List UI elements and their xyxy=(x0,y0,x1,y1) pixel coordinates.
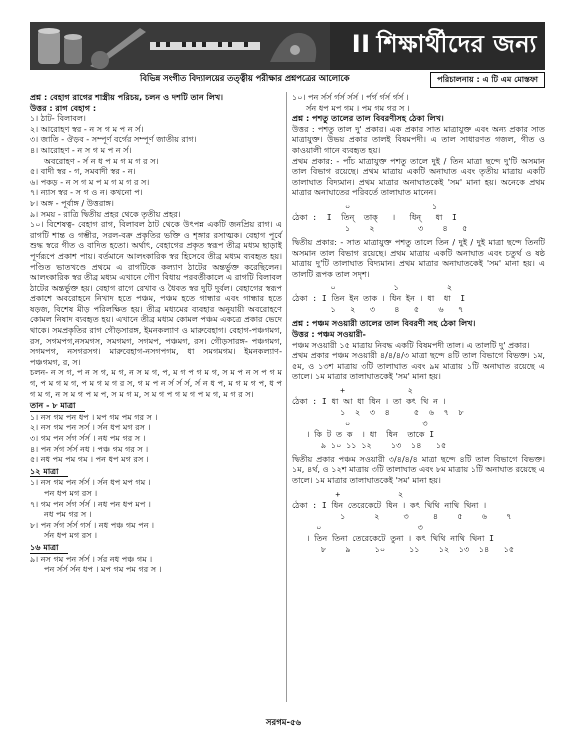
theka-marks: ০ ৩ xyxy=(292,522,423,532)
tan-line: ৫। নধ পম পম গম । পন ধপ মগ রস । xyxy=(30,454,149,465)
list-item: ১। ঠাট- বিলাবল। xyxy=(30,113,86,124)
theka-bols: । কি ট ত ক । ধা ধিন তাকে I xyxy=(292,429,435,439)
pashtu-first-type: প্রথম প্রকার: - পাঁচ মাত্রাযুক্ত পশতু তালে দুই / তিন মাত্রা ছন্দে দু'টি অসমান তাল বিভাগ রয়েছে। প্রথম মাত্রায় একটি অনাঘাত এবং তৃতীয় মাত্রায় একটি তালাঘাত বিদ্যমান। প্রথম মাত্রার অনাঘাতকেই 'সম' মানা হয়। অনেকে প্রথম মাত্রার অনাঘাতের পরিবর্তে তালাঘাত মানেন। xyxy=(292,155,545,198)
theka-pancham-2 xyxy=(292,489,545,555)
tan-12-heading: ১২ মাত্রা xyxy=(30,466,68,478)
tan-line: ৭। গম পন র্সগ র্সর্স । নধ পন ধপ মপ । xyxy=(30,498,151,509)
question-pashtu: প্রশ্ন : পশতু তালের তাল বিবরণীসহ ঠেকা লিখ। xyxy=(292,113,444,124)
theka-numbers: ১ ২ ৩ ৪ ৫ ৬ ৭ ৮ xyxy=(292,407,464,417)
pancham-sawari-intro: পঞ্চম সওয়ারী ১৫ মাত্রায় নিবদ্ধ একটি বিষমপদী তাল। এ তালটি দু' প্রকার। xyxy=(292,339,530,350)
behag-chalan-paragraph: চলন- ন স গ, প ন স গ, ম গ, ন স ম গ, প, ম গ প গ ম গ, স ম প ন স প গ ম গ, প ম গ ম গ, প ম গ ম গ র স, গ ম প ন র্স র্স র্স, র্স ন ধ প, ম গ ম গ প, ধ প গ ম গ, ন স ম গ প ম প, স ম গ ম, স ম গ প গ ম গ প ম গ, ম গ র স। xyxy=(30,367,282,399)
right-column xyxy=(292,92,545,558)
subtitle: বিভিন্ন সংগীত বিদ্যালয়ের তত্ত্বীয় পরীক্ষার প্রশ্নপত্রের আলোকে xyxy=(140,73,350,83)
pashtu-second-type: দ্বিতীয় প্রকার: - সাত মাত্রাযুক্ত পশতু তালে তিন / দুই / দুই মাত্রা ছন্দে তিনটি অসমান তাল বিভাগ রয়েছে। প্রথম মাত্রায় একটি অনাঘাত এবং চতুর্থ ও ষষ্ঠ মাত্রায় দু'টি তালাঘাত বিদ্যমান। প্রথম মাত্রার অনাঘাতকেই 'সম' মানা হয়। এ তালটি রূপক তাল সদৃশ। xyxy=(292,236,545,279)
theka-marks: ০ ১ xyxy=(292,201,438,211)
tan-line: ২। নস গম পন সর্স । র্সন ধপ মগ রস । xyxy=(30,422,151,433)
pancham-sawari-first-type: প্রথম প্রকার পঞ্চম সওয়ারী ৪/৪/৪/৩ মাত্রা ছন্দে ৪টি তাল বিভাগে বিভক্ত। ১ম, ৫ম, ও ১৩শ মাত্রায় ৩টি তালাঘাত এবং ৯ম মাত্রায় ১টি অনাঘাত রয়েছে এ তালে। ১ম মাত্রার তালাঘাতকেই 'সম' মানা হয়। xyxy=(292,350,545,382)
question-pancham-sawari: প্রশ্ন : পঞ্চম সওয়ারী তালের তাল বিবরণী সহ ঠেকা লিখ। xyxy=(292,318,476,329)
tan-line: পন ধপ মগ রস । xyxy=(44,487,98,498)
theka-pashtu-1 xyxy=(292,201,545,234)
tan-line: নধ পম গর স । xyxy=(44,509,92,520)
theka-numbers: ১ ২ ৩ ৪ ৫ xyxy=(292,223,468,233)
list-item: ২। আরোহণ স্বর - ন স গ ম প ন র্স। xyxy=(30,123,144,134)
tan-line: ১। নস গম পন ধপ । মপ গম পম গর স । xyxy=(30,411,158,422)
subtitle-bar xyxy=(30,72,545,86)
list-item: ৫। বাদী স্বর - গ, সমবাদী স্বর - ন। xyxy=(30,166,136,177)
content-columns xyxy=(30,92,545,702)
list-item: ৯। সময় - রাত্রি দ্বিতীয় প্রহর থেকে তৃতীয় প্রহর। xyxy=(30,208,181,219)
title-text: শিক্ষার্থীদের জন্য xyxy=(376,29,537,58)
theka-bols: ঠেকা : I তিন ইন তাক । ধিন ইন । ধা ধা I xyxy=(292,294,466,304)
theka-marks: + ২ xyxy=(292,489,404,499)
question-behag: প্রশ্ন : বেহাগ রাগের শাস্ত্রীয় পরিচয়, চলন ও দশটি তান লিখ। xyxy=(30,92,224,102)
tan-line: ৪। পন র্সগ র্সর্স নধ । পঞ্চ গম গর স । xyxy=(30,443,149,454)
tan-8-heading: তান - ৮ মাত্রা xyxy=(30,400,85,412)
answer-heading-pancham-sawari: উত্তর : পঞ্চম সওয়ারী- xyxy=(292,328,366,339)
tan-16-heading: ১৬ মাত্রা xyxy=(30,542,68,554)
tan-line: র্সন ধপ মপ গম । পম গম গর স । xyxy=(306,102,410,113)
avarohan-line: অবরোহণ - র্স ন ধ প ম গ ম গ র স। xyxy=(44,155,159,166)
behag-specialty-paragraph: ১০। বিশেষত্ব- বেহাগ রাগ, বিলাবল ঠাট থেকে উৎপন্ন একটি জনপ্রিয় রাগ। এ রাগটি শান্ত ও গম্ভীর, সরল-বক্র প্রকৃতির ভক্তি ও শৃঙ্গার রসাত্মক। বেহাগ পূর্বে শুদ্ধ স্বরে গীত ও বাদিত হতো। অর্থাৎ, বেহাগের প্রকৃত স্বরূপ তীব্র মধ্যম ছাড়াই পূর্ণরূপে প্রকাশ পায়। বর্তমানে আলংকারিক স্বর হিসেবে তীব্র মধ্যম ব্যবহৃত হয়। পণ্ডিত ভাতখণ্ডে প্রথমে এ রাগটিকে কল্যাণ ঠাটের অন্তর্ভুক্ত করেছিলেন। আলংকারিক স্বর তীব্র মধ্যম এখানে গৌণ বিধায় পরবর্তীকালে এ রাগটি বিলাবল ঠাটের অন্তর্ভুক্ত হয়। বেহাগ রাগে রেখাব ও ধৈবত স্বর দুটি দুর্বল। বেহাগের স্বরূপ প্রকাশে অবরোহনে নিখাদ হতে পঞ্চম, পঞ্চম হতে গান্ধার এবং গান্ধার হতে ষড়জ, বিশেষ মীড় পরিলক্ষিত হয়। তীব্র মধ্যমের ব্যবহার অনুযায়ী অবরোহণে কোমল নিষাদ ব্যবহৃত হয়। এখানে তীব্র মধ্যম কোমল পঞ্চম একত্রে প্রকার ভেদে থাকে। সমপ্রকৃতির রাগ গৌড়সারঙ্গ, ইমনকল্যাণ ও মারুবেহাগ। বেহাগ-পঞ্চগমগ, রস, সগমপগ,নসমগস, সমগমগ, সগমপ, পঞ্চমগ, রস। গৌড়সারঙ্গ- পঞ্চগমগ, সগমপগ, নসগরসগ। মারুবেহাগ-নসগপগম, ধা সমগমগম। ইমনকল্যাণ- পঞ্চগমগ, র, স। xyxy=(30,219,282,367)
list-item: ৭। ন্যাস স্বর - স গ ও ন। কখনো প। xyxy=(30,187,143,198)
theka-marks: ০ ১ ২ xyxy=(292,283,453,293)
tan-line: পন র্সর্স র্সন ধপ । মপ গম পম গর স । xyxy=(44,564,162,575)
theka-bols: ঠেকা : I ধা আ ধা ধিন । তা কৎ থি ন । xyxy=(292,396,446,406)
theka-numbers: ৮ ৯ ১০ ১১ ১২ ১৩ ১৪ ১৫ xyxy=(292,544,515,554)
tan-line: ৩। গম পন র্সগ র্সর্স । নধ পম গর স । xyxy=(30,433,146,443)
theka-bols: ঠেকা : I তিন্ তাক্ । ধিন্ ধা I xyxy=(292,212,457,222)
theka-bols: ঠেকা : I ধিন তেরেকেটে ধিন । কৎ থিথি নাথি থিনা । xyxy=(292,500,487,510)
tan-line: ৮। পন র্সগ র্সর্স গর্স । নধ পঞ্চ গম পন । xyxy=(30,519,155,530)
pancham-sawari-second-type: দ্বিতীয় প্রকার পঞ্চম সওয়ারী ৩/৪/৪/৪ মাত্রা ছন্দে ৪টি তাল বিভাগে বিভক্ত। ১ম, ৪র্থ, ও ১২শ মাত্রায় ৩টি তালাঘাত এবং ৮ম মাত্রায় ১টি অনাঘাত রয়েছে এ তালে। ১ম মাত্রার তালাঘাতকেই 'সম' মানা হয়। xyxy=(292,453,545,486)
answer-pashtu: উত্তর : পশতু তাল দু' প্রকার। এক প্রকার সাত মাত্রাযুক্ত এবং অন্য প্রকার সাত মাত্রাযুক্ত। উভয় প্রকার তালই বিষমপদী। এ তাল সাধারণত গজল, গীত ও কাওয়ালী গানে ব্যবহৃত হয়। xyxy=(292,123,545,155)
theka-pashtu-2 xyxy=(292,282,545,315)
page-number: সরগম-৫৬ xyxy=(265,718,302,728)
header-banner xyxy=(30,22,545,70)
list-item: ৪। আরোহণ - ন স গ ম প ন র্স। xyxy=(30,144,132,155)
list-item: ৮। অঙ্গ - পূর্বাঙ্গ / উত্তরাঙ্গ। xyxy=(30,197,114,208)
theka-marks: ০ ৩ xyxy=(292,418,428,428)
musical-instruments-illustration xyxy=(30,22,330,70)
tan-line: র্সন ধপ মগ রস । xyxy=(44,530,97,541)
column-divider xyxy=(286,92,287,702)
director-credit: পরিচালনায় : এ টি এম মোস্তফা xyxy=(430,72,545,88)
tan-line: ৯। নস গম পন র্সর্স । র্সর নধ পঞ্চ গম । xyxy=(30,553,153,564)
theka-bols: । তিন তিনা তেরেকেটে তুনা । কৎ থিথি নাথি থিনা I xyxy=(292,533,494,543)
tan-line: ১। নস গম পন র্সর্স । র্সন ধপ মপ গম । xyxy=(30,477,151,488)
left-column xyxy=(30,92,282,575)
page-title xyxy=(352,26,537,66)
tan-line: ১০। পন র্সর্স র্গর্স র্সর্স । র্পর্গ র্গর্স র্গর্স । xyxy=(292,92,409,102)
theka-numbers: ১ ২ ৩ ৪ ৫ ৬ ৭ xyxy=(292,305,464,315)
list-item: ৬। পকড় - ন স গ ম প ম গ ম গ র স। xyxy=(30,176,150,187)
theka-numbers: ১ ২ ৩ ৪ ৫ ৬ ৭ xyxy=(292,511,512,521)
list-item: ৩। জাতি - ঔড়ব - সম্পূর্ণ বর্গের সম্পূর্ণ জাতীয় রাগ। xyxy=(30,134,197,145)
theka-numbers: ৯ ১০ ১১ ১২ ১৩ ১৪ ১৫ xyxy=(292,440,447,450)
answer-heading-behag: উত্তর : রাগ বেহাগ : xyxy=(30,102,97,113)
theka-pancham-1 xyxy=(292,385,545,451)
title-prefix: II xyxy=(351,30,371,58)
theka-marks: + ২ xyxy=(292,385,413,395)
